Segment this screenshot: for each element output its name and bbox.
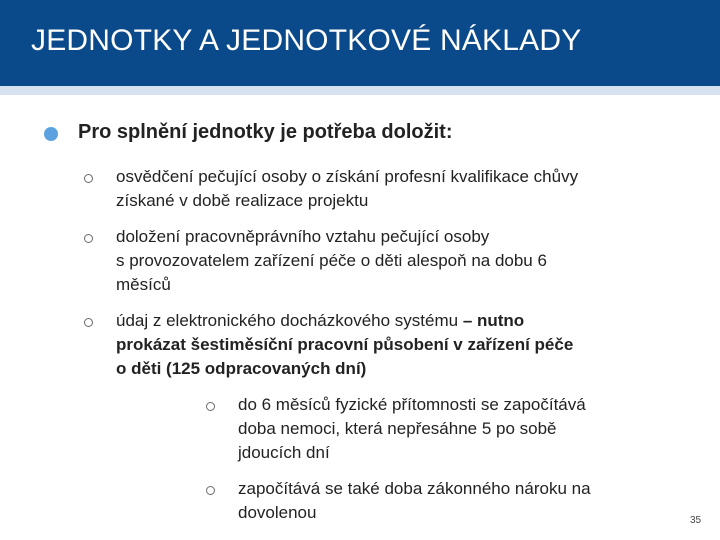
list-item-line: doložení pracovněprávního vztahu pečující osoby <box>116 227 490 246</box>
list-item <box>116 225 547 297</box>
hollow-circle-bullet-icon <box>84 318 93 327</box>
sub-list-item <box>238 393 586 465</box>
page-number: 35 <box>690 515 702 526</box>
list-item-line: osvědčení pečující osoby o získání profesní kvalifikace chůvy <box>116 167 579 186</box>
list-item-line <box>116 309 573 333</box>
main-point: Pro splnění jednotky je potřeba doložit: <box>78 121 453 143</box>
hollow-circle-bullet-icon <box>84 174 93 183</box>
list-item <box>116 165 578 213</box>
hollow-circle-bullet-icon <box>206 486 215 495</box>
hollow-circle-bullet-icon <box>206 402 215 411</box>
list-item-line: započítává se také doba zákonného nároku na <box>238 479 591 498</box>
list-item-line: jdoucích dní <box>238 443 330 462</box>
list-item-line: s provozovatelem zařízení péče o děti alespoň na dobu 6 <box>116 251 547 270</box>
hollow-circle-bullet-icon <box>84 234 93 243</box>
list-item-line: do 6 měsíců fyzické přítomnosti se započítává <box>238 395 586 414</box>
list-item-line: prokázat šestiměsíční pracovní působení v zařízení péče <box>116 335 574 354</box>
list-item-line: doba nemoci, která nepřesáhne 5 po sobě <box>238 419 557 438</box>
list-item-emphasis: – nutno <box>462 311 525 330</box>
circle-bullet-icon <box>44 127 58 141</box>
sub-list-item <box>238 477 591 525</box>
list-item-line: o děti (125 odpracovaných dní) <box>116 359 367 378</box>
list-item-line: získané v době realizace projektu <box>116 191 369 210</box>
list-item-text: údaj z elektronického docházkového systému <box>116 311 463 330</box>
slide-title: JEDNOTKY A JEDNOTKOVÉ NÁKLADY <box>31 24 582 57</box>
list-item-line: měsíců <box>116 275 171 294</box>
list-item <box>116 309 573 381</box>
list-item-line: dovolenou <box>238 503 317 522</box>
